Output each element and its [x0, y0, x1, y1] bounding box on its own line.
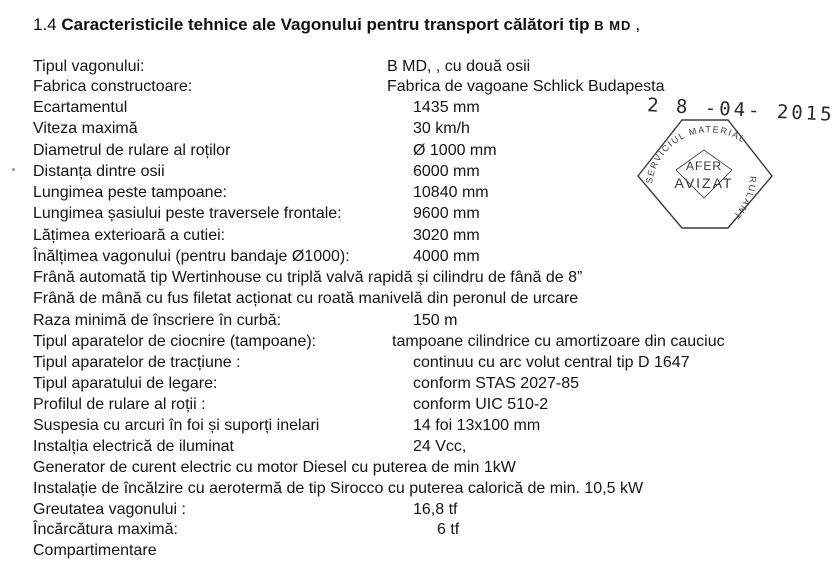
spec-value-weight: 16,8 tf: [413, 501, 458, 518]
spec-label-axle-distance: Distanța dintre osii: [33, 163, 165, 180]
spec-value-wagon-height: 4000 mm: [413, 248, 480, 265]
heading-trail: ,: [631, 18, 641, 33]
section-heading: [33, 15, 641, 35]
section-number: 1.4: [33, 15, 57, 34]
spec-value-axle-distance: 6000 mm: [413, 163, 480, 180]
stamp-right-arc-text: RULANT: [731, 175, 759, 222]
stamp-line-afer: AFER: [685, 159, 723, 173]
spec-value-max-load: 6 tf: [437, 521, 460, 538]
spec-value-suspension: 14 foi 13x100 mm: [413, 417, 541, 434]
stamp-date: 2 8 -04- 2015: [646, 94, 835, 126]
spec-label-lighting: Instalția electrică de iluminat: [33, 438, 234, 455]
stamp-top-arc-text: SERVICIUL MATERIAL: [643, 124, 749, 185]
spec-value-buffer-length: 10840 mm: [413, 184, 489, 201]
spec-line-generator: Generator de curent electric cu motor Diesel cu puterea de min 1kW: [33, 459, 516, 476]
spec-label-max-load: Încărcătura maximă:: [33, 521, 178, 538]
spec-label-chassis-length: Lungimea șasiului peste traversele frontale:: [33, 205, 342, 222]
spec-label-body-width: Lățimea exterioară a cutiei:: [33, 227, 226, 244]
spec-value-coupling: conform STAS 2027-85: [413, 375, 580, 392]
stamp-line-avizat: AVIZAT: [674, 175, 734, 191]
spec-label-max-speed: Viteza maximă: [33, 120, 138, 137]
stamp-outer-border: [638, 120, 772, 228]
spec-label-buffer-length: Lungimea peste tampoane:: [33, 184, 227, 201]
section-title: Caracteristicile tehnice ale Vagonului pentru transport călători tip: [61, 15, 590, 34]
spec-value-buffers: tampoane cilindrice cu amortizoare din cauciuc: [392, 333, 725, 350]
spec-value-wheel-profile: conform UIC 510-2: [413, 396, 549, 413]
spec-value-traction-gear: continuu cu arc volut central tip D 1647: [413, 354, 690, 371]
spec-value-lighting: 24 Vcc,: [413, 438, 467, 455]
scan-speck: [12, 168, 15, 171]
spec-value-manufacturer: Fabrica de vagoane Schlick Budapesta: [387, 78, 665, 95]
spec-label-wagon-type: Tipul vagonului:: [33, 58, 145, 75]
spec-label-manufacturer: Fabrica constructoare:: [33, 78, 193, 95]
spec-label-buffers: Tipul aparatelor de ciocnire (tampoane):: [33, 333, 317, 350]
spec-label-wheel-profile: Profilul de rulare al roții :: [33, 396, 206, 413]
spec-label-compartments: Compartimentare: [33, 542, 157, 559]
spec-label-wagon-height: Înălțimea vagonului (pentru bandaje Ø1000):: [33, 248, 350, 265]
spec-value-chassis-length: 9600 mm: [413, 205, 480, 222]
spec-value-wheel-diameter: Ø 1000 mm: [413, 142, 497, 159]
spec-line-hand-brake: Frână de mână cu fus filetat acționat cu roată manivelă din peronul de urcare: [33, 290, 579, 307]
spec-line-heating: Instalație de încălzire cu aerotermă de tip Sirocco cu puterea calorică de min. 10,5 kW: [33, 480, 644, 497]
spec-label-gauge: Ecartamentul: [33, 99, 128, 116]
spec-value-min-curve-radius: 150 m: [413, 312, 458, 329]
spec-value-body-width: 3020 mm: [413, 227, 480, 244]
spec-label-min-curve-radius: Raza minimă de înscriere în curbă:: [33, 312, 282, 329]
spec-label-coupling: Tipul aparatului de legare:: [33, 375, 218, 392]
spec-value-max-speed: 30 km/h: [413, 120, 470, 137]
spec-line-automatic-brake: Frână automată tip Wertinhouse cu triplă valvă rapidă și cilindru de fână de 8”: [33, 269, 583, 286]
spec-value-gauge: 1435 mm: [413, 99, 480, 116]
afer-approval-stamp: [630, 112, 778, 232]
spec-label-traction-gear: Tipul aparatelor de tracțiune :: [33, 354, 241, 371]
spec-label-wheel-diameter: Diametrul de rulare al roților: [33, 142, 231, 159]
spec-value-wagon-type: B MD, , cu două osii: [387, 58, 531, 75]
spec-label-weight: Greutatea vagonului :: [33, 501, 186, 518]
spec-label-suspension: Suspesia cu arcuri în foi și suporți inelari: [33, 417, 320, 434]
wagon-type-code: B MD: [594, 18, 632, 33]
